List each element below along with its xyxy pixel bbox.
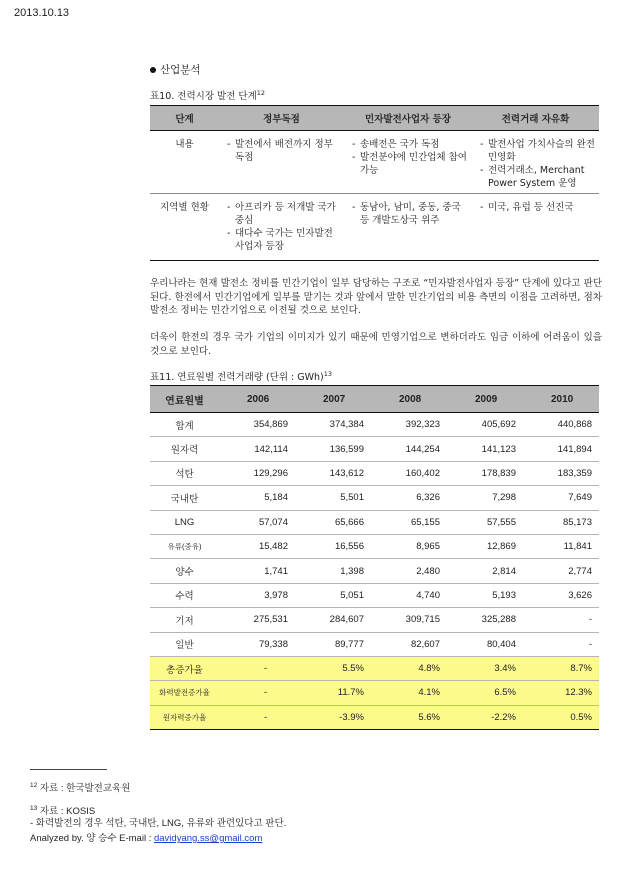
table-cell: 136,599 bbox=[295, 437, 371, 461]
dash-marker: - bbox=[352, 202, 356, 213]
power-trade-table bbox=[150, 385, 599, 730]
table-cell: 5,193 bbox=[447, 583, 523, 607]
table-row bbox=[150, 437, 599, 461]
table-cell: 16,556 bbox=[295, 534, 371, 558]
dash-marker: - bbox=[480, 202, 484, 213]
table-cell: 7,649 bbox=[523, 486, 599, 510]
table-cell: 129,296 bbox=[219, 461, 295, 485]
table-cell: 15,482 bbox=[219, 534, 295, 558]
table-header-cell: 2007 bbox=[295, 386, 371, 413]
table-cell: 275,531 bbox=[219, 608, 295, 632]
row-label: LNG bbox=[150, 510, 219, 534]
table-cell: 11.7% bbox=[295, 681, 371, 705]
dash-marker: - bbox=[227, 202, 231, 213]
table-cell: 142,114 bbox=[219, 437, 295, 461]
table-cell: 405,692 bbox=[447, 413, 523, 437]
row-label: 일반 bbox=[150, 632, 219, 656]
table-row bbox=[150, 632, 599, 656]
table-cell: 160,402 bbox=[371, 461, 447, 485]
table-cell: 6.5% bbox=[447, 681, 523, 705]
row-label: 국내탄 bbox=[150, 486, 219, 510]
table-cell: 1,741 bbox=[219, 559, 295, 583]
list-item bbox=[227, 227, 340, 253]
list-item bbox=[480, 201, 595, 214]
section-title: 산업분석 bbox=[160, 64, 201, 76]
list-item bbox=[480, 138, 595, 164]
table-cell: 144,254 bbox=[371, 437, 447, 461]
dash-marker: - bbox=[352, 139, 356, 150]
table-cell: - bbox=[219, 656, 295, 680]
table10-caption: 표10. 전력시장 발전 단계$^{12}$ bbox=[150, 88, 266, 102]
table-cell: 284,607 bbox=[295, 608, 371, 632]
row-label: 기저 bbox=[150, 608, 219, 632]
table-cell: 325,288 bbox=[447, 608, 523, 632]
row-label: 양수 bbox=[150, 559, 219, 583]
row-label: 지역별 현황 bbox=[150, 194, 219, 261]
bullet-icon bbox=[150, 67, 156, 73]
email-link[interactable]: davidyang.ss@gmail.com bbox=[153, 833, 263, 844]
list-item-text: 발전에서 배전까지 정부 독점 bbox=[235, 139, 333, 163]
table-cell: 57,074 bbox=[219, 510, 295, 534]
table-cell: 440,868 bbox=[523, 413, 599, 437]
table-cell: 12,869 bbox=[447, 534, 523, 558]
row-label: 원자력 bbox=[150, 437, 219, 461]
table-cell bbox=[219, 194, 344, 261]
table-header-row bbox=[150, 386, 599, 413]
table-cell bbox=[344, 194, 472, 261]
table-cell: 8.7% bbox=[523, 656, 599, 680]
footnote-13-note: - 화력발전의 경우 석탄, 국내탄, LNG, 유류와 관련있다고 판단. bbox=[30, 818, 287, 829]
row-label: 석탄 bbox=[150, 461, 219, 485]
table-row bbox=[150, 413, 599, 437]
row-label: 유류(중유) bbox=[150, 534, 219, 558]
list-item-text: 아프리카 등 저개발 국가 중심 bbox=[235, 202, 336, 226]
table-row bbox=[150, 194, 599, 261]
table11-caption: 표11. 연료원별 전력거래량 (단위 : GWh)$^{13}$ bbox=[150, 369, 333, 383]
table-cell: 79,338 bbox=[219, 632, 295, 656]
table-row bbox=[150, 510, 599, 534]
market-stage-table bbox=[150, 105, 599, 261]
list-item bbox=[352, 151, 468, 177]
table-cell bbox=[344, 131, 472, 194]
list-item-text: 미국, 유럽 등 선진국 bbox=[488, 202, 574, 213]
table-cell: 65,155 bbox=[371, 510, 447, 534]
list-item-text: 동남아, 남미, 중동, 중국 등 개발도상국 위주 bbox=[360, 202, 461, 226]
list-item-text: 송배전은 국가 독점 bbox=[360, 139, 440, 150]
table-header-cell: 전력거래 자유화 bbox=[472, 106, 599, 131]
table-cell: 80,404 bbox=[447, 632, 523, 656]
growth-row bbox=[150, 705, 599, 729]
table-cell: 0.5% bbox=[523, 705, 599, 729]
table-cell: 7,298 bbox=[447, 486, 523, 510]
table-cell: 8,965 bbox=[371, 534, 447, 558]
dash-marker: - bbox=[480, 139, 484, 150]
table-cell: 392,323 bbox=[371, 413, 447, 437]
table-cell: 4.8% bbox=[371, 656, 447, 680]
list-item bbox=[352, 201, 468, 227]
page-date: 2013.10.13 bbox=[14, 7, 70, 19]
table-header-cell: 단계 bbox=[150, 106, 219, 131]
table-cell: 5.5% bbox=[295, 656, 371, 680]
dash-marker: - bbox=[480, 165, 484, 176]
section-heading bbox=[150, 62, 201, 77]
table-cell bbox=[472, 194, 599, 261]
table-cell: 1,398 bbox=[295, 559, 371, 583]
table-header-cell: 2008 bbox=[371, 386, 447, 413]
footnote-13: $^{13}$ 자료 : KOSIS bbox=[30, 804, 96, 817]
table-row bbox=[150, 461, 599, 485]
table-cell: 3,626 bbox=[523, 583, 599, 607]
row-label: 총증가율 bbox=[150, 656, 219, 680]
paragraph: 우리나라는 현재 발전소 정비를 민간기업이 일부 담당하는 구조로 “민자발전사업자 등장” 단계에 있다고 판단된다. 한전에서 민간기업에게 일부를 맡기는 것과 앞에서 말한 민간기업의 비용 측면의 이점을 고려하면, 점차 발전소 정비는 민간기업으로 이전될 것으로 보인다. bbox=[150, 278, 602, 316]
dash-marker: - bbox=[227, 139, 231, 150]
table-cell: 5,051 bbox=[295, 583, 371, 607]
growth-row bbox=[150, 681, 599, 705]
footnote-12: $^{12}$ 자료 : 한국발전교육원 bbox=[30, 781, 131, 794]
table-cell: 82,607 bbox=[371, 632, 447, 656]
table-cell: 374,384 bbox=[295, 413, 371, 437]
table-cell: 4.1% bbox=[371, 681, 447, 705]
table-row bbox=[150, 583, 599, 607]
table-cell: 2,774 bbox=[523, 559, 599, 583]
table-cell: 2,814 bbox=[447, 559, 523, 583]
table-cell: 12.3% bbox=[523, 681, 599, 705]
table-cell: - bbox=[219, 681, 295, 705]
table-header-cell: 2006 bbox=[219, 386, 295, 413]
table-row bbox=[150, 486, 599, 510]
list-item-text: 전력거래소, Merchant Power System 운영 bbox=[488, 165, 585, 189]
dash-marker: - bbox=[352, 152, 356, 163]
table-cell: 141,123 bbox=[447, 437, 523, 461]
list-item bbox=[480, 164, 595, 190]
table-cell: 89,777 bbox=[295, 632, 371, 656]
table-cell bbox=[219, 131, 344, 194]
table-cell: 141,894 bbox=[523, 437, 599, 461]
table-cell: 354,869 bbox=[219, 413, 295, 437]
row-label: 원자력증가율 bbox=[150, 705, 219, 729]
row-label: 합계 bbox=[150, 413, 219, 437]
table-cell: 3.4% bbox=[447, 656, 523, 680]
paragraph: 더욱이 한전의 경우 국가 기업의 이미지가 있기 때문에 민영기업으로 변하더라도 임금 이하에 어려움이 있을 것으로 보인다. bbox=[150, 332, 602, 357]
table-cell: 65,666 bbox=[295, 510, 371, 534]
table-cell: 6,326 bbox=[371, 486, 447, 510]
table-row bbox=[150, 608, 599, 632]
table-cell: - bbox=[219, 705, 295, 729]
table-header-cell: 정부독점 bbox=[219, 106, 344, 131]
table-cell: 3,978 bbox=[219, 583, 295, 607]
analyst-credit: Analyzed by. 양 승수 E-mail : davidyang.ss@gmail.com bbox=[30, 833, 263, 844]
list-item bbox=[227, 138, 340, 164]
table-header-row bbox=[150, 106, 599, 131]
growth-row bbox=[150, 656, 599, 680]
table-row bbox=[150, 534, 599, 558]
table-cell: 5,184 bbox=[219, 486, 295, 510]
table-cell bbox=[472, 131, 599, 194]
list-item bbox=[227, 201, 340, 227]
table-cell: 5,501 bbox=[295, 486, 371, 510]
table-cell: 5.6% bbox=[371, 705, 447, 729]
table-header-cell: 2010 bbox=[523, 386, 599, 413]
table-header-cell: 연료원별 bbox=[150, 386, 219, 413]
table-row bbox=[150, 131, 599, 194]
table-cell: 57,555 bbox=[447, 510, 523, 534]
table-cell: -3.9% bbox=[295, 705, 371, 729]
table-cell: 4,740 bbox=[371, 583, 447, 607]
row-label: 화력발전증가율 bbox=[150, 681, 219, 705]
table-cell: 183,359 bbox=[523, 461, 599, 485]
table-cell: 85,173 bbox=[523, 510, 599, 534]
table-cell: - bbox=[523, 632, 599, 656]
list-item-text: 발전사업 가치사슬의 완전 민영화 bbox=[488, 139, 595, 163]
table-cell: - bbox=[523, 608, 599, 632]
list-item-text: 대다수 국가는 민자발전 사업자 등장 bbox=[235, 228, 333, 252]
row-label: 내용 bbox=[150, 131, 219, 194]
table-row bbox=[150, 559, 599, 583]
dash-marker: - bbox=[227, 228, 231, 239]
footnote-divider bbox=[30, 769, 107, 770]
list-item bbox=[352, 138, 468, 151]
table-header-cell: 민자발전사업자 등장 bbox=[344, 106, 472, 131]
table-cell: 2,480 bbox=[371, 559, 447, 583]
table-header-cell: 2009 bbox=[447, 386, 523, 413]
table-cell: 178,839 bbox=[447, 461, 523, 485]
table-cell: 309,715 bbox=[371, 608, 447, 632]
row-label: 수력 bbox=[150, 583, 219, 607]
table-cell: 11,841 bbox=[523, 534, 599, 558]
table-cell: 143,612 bbox=[295, 461, 371, 485]
table-cell: -2.2% bbox=[447, 705, 523, 729]
list-item-text: 발전분야에 민간업체 참여 가능 bbox=[360, 152, 467, 176]
